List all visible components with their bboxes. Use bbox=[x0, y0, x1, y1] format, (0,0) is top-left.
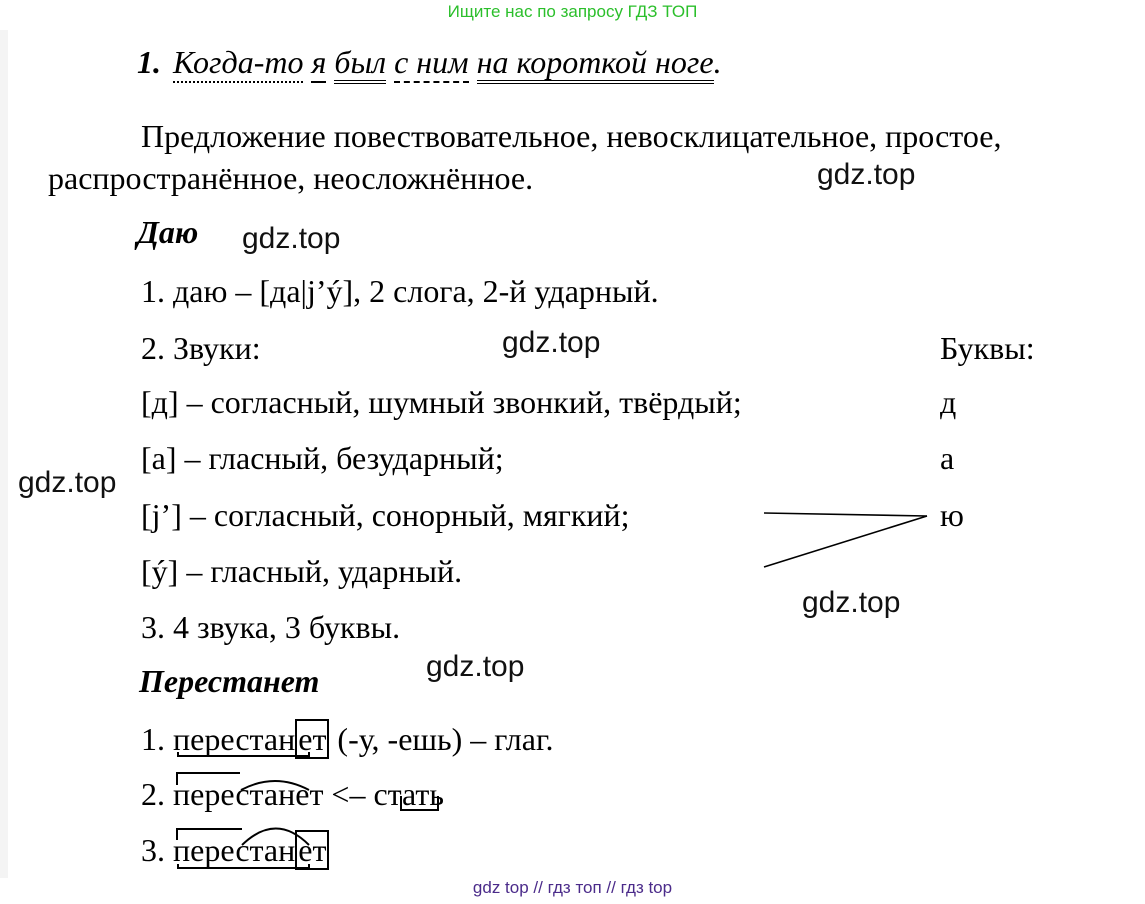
sound-row-1: [д] – согласный, шумный звонкий, твёрдый; bbox=[141, 384, 742, 420]
watermark-4: gdz.top bbox=[18, 466, 117, 499]
predicate-word: был bbox=[334, 44, 386, 84]
sound-row-2: [а] – гласный, безударный; bbox=[141, 440, 504, 476]
word-title-perestanet: Перестанет bbox=[139, 663, 320, 699]
morph-stem-3: перестан bbox=[173, 832, 296, 868]
object-word: с ним bbox=[394, 44, 469, 83]
sound-letter-link-lower bbox=[764, 516, 927, 567]
sound-letter-link-upper bbox=[764, 513, 927, 516]
letter-row-2: а bbox=[940, 440, 955, 476]
page-edge bbox=[0, 30, 8, 878]
description-line-1: Предложение повествовательное, невосклицательное, простое, bbox=[141, 118, 1002, 154]
morph-line-2 bbox=[141, 778, 444, 810]
daju-transcription: 1. даю – [да|j’ý], 2 слога, 2-й ударный. bbox=[141, 273, 659, 309]
morph-line-1 bbox=[141, 723, 553, 755]
base-word-s: с bbox=[373, 776, 388, 812]
sentence bbox=[137, 46, 722, 78]
derivation-arrow: <– bbox=[331, 776, 366, 812]
idiom-predicate: на короткой ноге bbox=[477, 44, 714, 84]
base-word-root: та bbox=[387, 776, 416, 812]
watermark-3: gdz.top bbox=[502, 326, 601, 359]
watermark-2: gdz.top bbox=[242, 222, 341, 255]
morph-stem: перестан bbox=[173, 721, 296, 757]
top-banner: Ищите нас по запросу ГДЗ ТОП bbox=[447, 2, 698, 21]
sentence-number: 1. bbox=[137, 44, 161, 80]
adverbial-word: Когда-то bbox=[173, 44, 303, 83]
sentence-end: . bbox=[713, 44, 722, 80]
description-line-2: распространённое, неосложнённое. bbox=[48, 160, 534, 196]
word-title-daju: Даю bbox=[137, 214, 199, 250]
watermark-5: gdz.top bbox=[802, 586, 901, 619]
sounds-label: 2. Звуки: bbox=[141, 330, 261, 366]
bottom-banner: gdz top // гдз топ // гдз top bbox=[472, 878, 673, 897]
sound-row-3: [j’] – согласный, сонорный, мягкий; bbox=[141, 497, 630, 533]
letters-label: Буквы: bbox=[940, 330, 1035, 366]
letter-row-3: ю bbox=[940, 497, 964, 533]
sound-row-4: [ý] – гласный, ударный. bbox=[141, 553, 463, 589]
letter-row-1: д bbox=[940, 384, 957, 420]
daju-count: 3. 4 звука, 3 буквы. bbox=[141, 609, 401, 645]
base-word bbox=[373, 776, 444, 812]
morph-line-2-number: 2. bbox=[141, 776, 165, 812]
morph-forms: (-у, -ешь) – глаг. bbox=[337, 721, 554, 757]
ending-box-3: ет bbox=[295, 830, 329, 870]
derived-word: перестанет bbox=[173, 776, 324, 812]
morph-line-1-number: 1. bbox=[141, 721, 165, 757]
watermark-1: gdz.top bbox=[817, 158, 916, 191]
base-word-suffix: ть bbox=[415, 776, 444, 812]
subject-word: я bbox=[311, 44, 326, 83]
morph-line-3-number: 3. bbox=[141, 832, 165, 868]
watermark-6: gdz.top bbox=[426, 650, 525, 683]
ending-box-1: ет bbox=[295, 719, 329, 759]
morph-line-3 bbox=[141, 834, 329, 866]
